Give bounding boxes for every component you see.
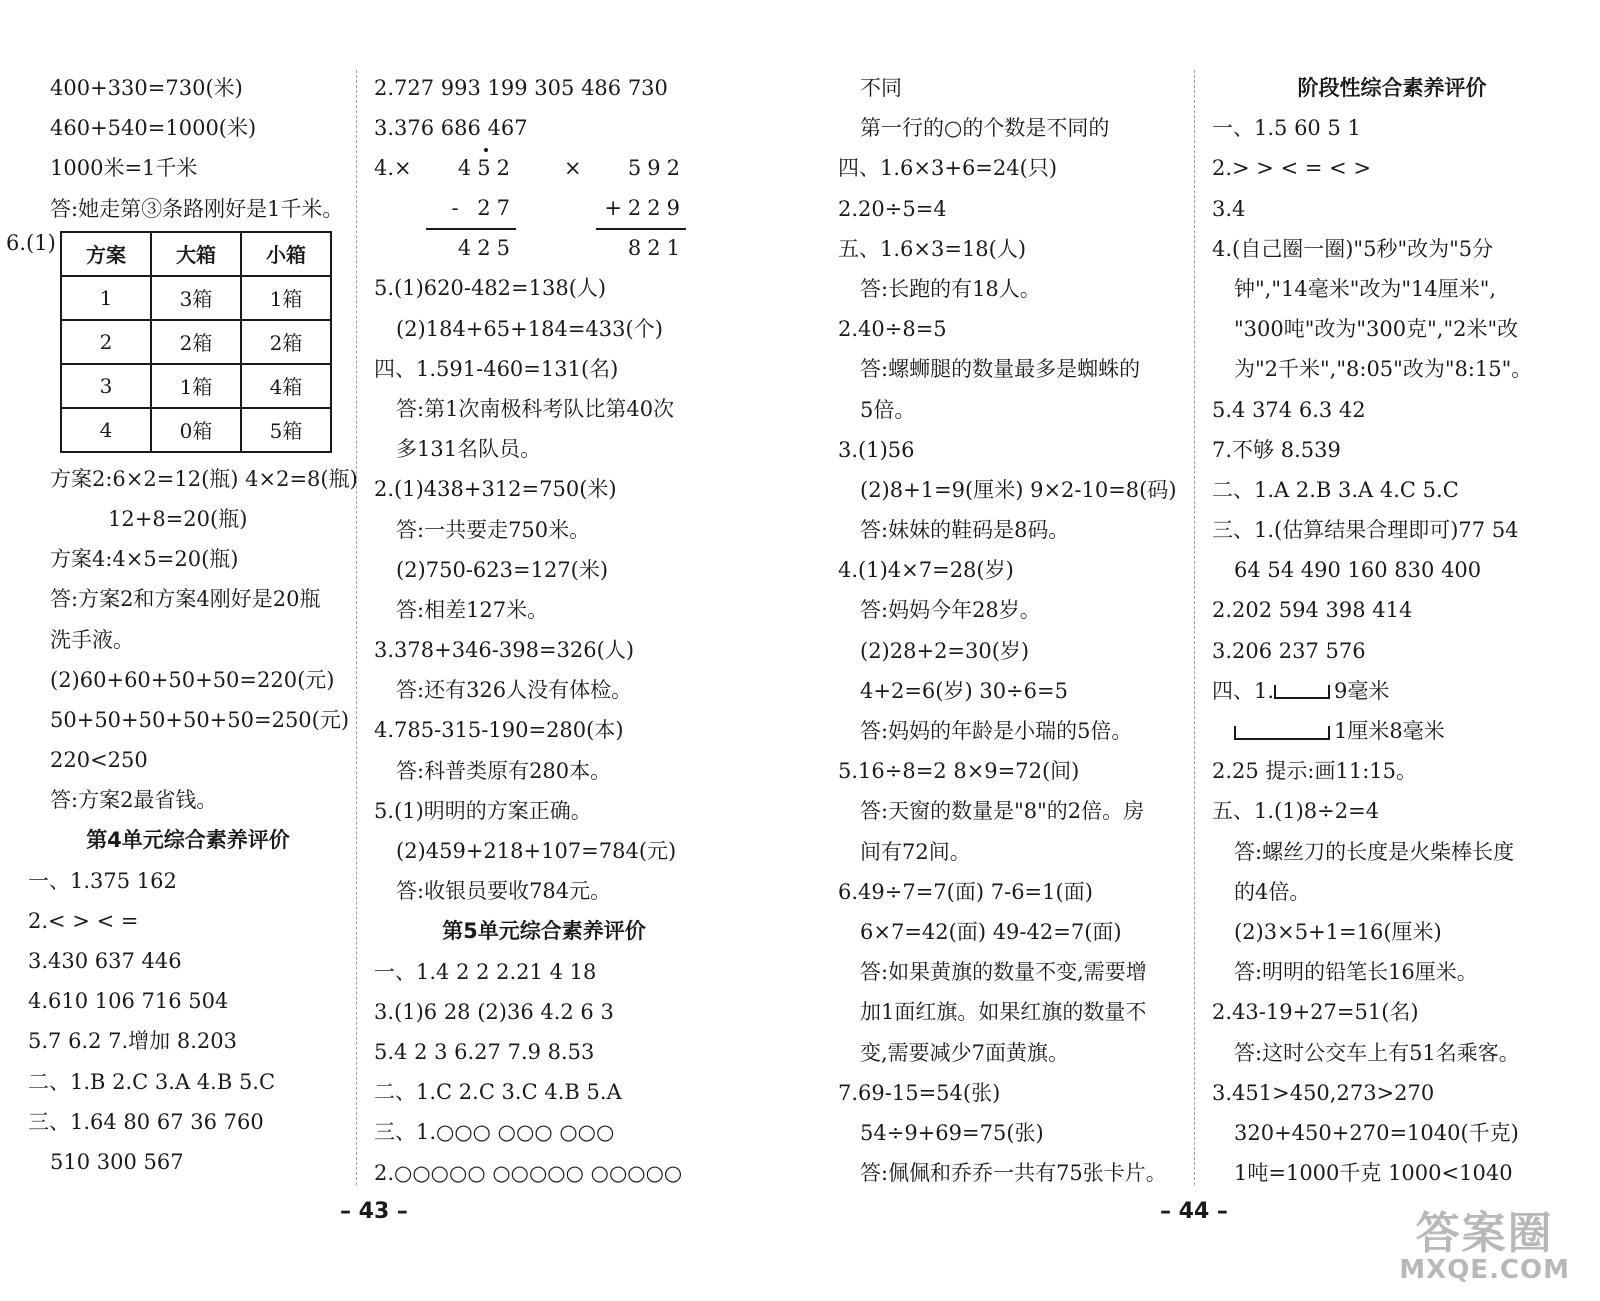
answer-line: 3.451>450,273>270 <box>1212 1080 1435 1105</box>
answer-line: 4.(自己圈一圈)"5秒"改为"5分 <box>1212 236 1494 261</box>
answer-line: 钟","14毫米"改为"14厘米", <box>1234 276 1497 301</box>
answer-line: 510 300 567 <box>50 1149 184 1174</box>
answer-line: 460+540=1000(米) <box>50 116 257 141</box>
answer-line <box>1212 671 1572 711</box>
plan-table-block <box>6 230 348 453</box>
page-number-right: – 44 – <box>1160 1199 1228 1224</box>
table-row <box>61 408 331 452</box>
section-heading: 第4单元综合素养评价 <box>86 828 290 853</box>
table-header: 大箱 <box>151 232 241 276</box>
answer-line: 2.20÷5=4 <box>838 196 947 221</box>
answer-line: 答:方案2最省钱。 <box>50 788 218 813</box>
answer-line: 答:收银员要收784元。 <box>396 879 612 904</box>
answer-line: 7.69-15=54(张) <box>838 1080 1001 1105</box>
answer-line: 变,需要减少7面黄旗。 <box>860 1040 1070 1065</box>
calc-mark: × <box>564 156 582 181</box>
calc-top: 452 <box>457 156 516 181</box>
calc-result: 821 <box>627 236 686 261</box>
answer-line: 加1面红旗。如果红旗的数量不 <box>860 1000 1147 1025</box>
answer-column-4 <box>1212 68 1572 1193</box>
table-row <box>61 364 331 408</box>
calc-top: 592 <box>627 156 686 181</box>
table-cell: 1 <box>61 276 151 320</box>
answer-column-2 <box>374 68 714 1193</box>
answer-line: 答:妈妈的年龄是小瑞的5倍。 <box>860 719 1133 743</box>
answer-line: 答:螺丝刀的长度是火柴棒长度 <box>1234 839 1515 864</box>
section-heading: 第5单元综合素养评价 <box>442 919 646 944</box>
column-divider-left <box>356 70 357 1185</box>
answer-line: 二、1.B 2.C 3.A 4.B 5.C <box>28 1069 276 1094</box>
answer-line: 5.(1)明明的方案正确。 <box>374 798 592 823</box>
answer-line: 4.(1)4×7=28(岁) <box>838 558 1014 583</box>
answer-line: 4.610 106 716 504 <box>28 989 229 1014</box>
answer-line: 7.不够 8.539 <box>1212 437 1341 462</box>
answer-line: 答:还有326人没有体检。 <box>396 678 633 703</box>
answer-line: (2)8+1=9(厘米) 9×2-10=8(码) <box>860 477 1177 502</box>
answer-line: 3.430 637 446 <box>28 949 182 973</box>
answer-line: 答:一共要走750米。 <box>396 517 591 542</box>
answer-line: (2)184+65+184=433(个) <box>396 316 663 341</box>
answer-line: 答:如果黄旗的数量不变,需要增 <box>860 960 1147 985</box>
answer-line: 5.16÷8=2 8×9=72(间) <box>838 759 1080 784</box>
question-number: 四、1. <box>1212 678 1275 703</box>
answer-line: 为"2千米","8:05"改为"8:15"。 <box>1234 357 1533 382</box>
answer-line: 答:妈妈今年28岁。 <box>860 598 1041 623</box>
table-header: 方案 <box>61 232 151 276</box>
answer-line: 第一行的○的个数是不同的 <box>860 116 1110 141</box>
answer-line: 2.25 提示:画11:15。 <box>1212 759 1418 784</box>
answer-line: (2)459+218+107=784(元) <box>396 839 677 863</box>
answer-line: 220<250 <box>50 748 148 773</box>
answer-line: 2.(1)438+312=750(米) <box>374 477 617 502</box>
page-number-left: – 43 – <box>340 1199 408 1224</box>
answer-line: 答:第1次南极科考队比第40次 <box>396 396 675 421</box>
answer-line: 3.206 237 576 <box>1212 638 1366 663</box>
table-cell: 1箱 <box>241 276 331 320</box>
segment-label: 1厘米8毫米 <box>1334 719 1445 743</box>
answer-line: 3.376 686 467 <box>374 116 528 141</box>
answer-line: 答:明明的铅笔长16厘米。 <box>1234 960 1478 985</box>
calc-left <box>426 148 516 268</box>
calc-bar <box>596 228 686 230</box>
answer-line: 五、1.(1)8÷2=4 <box>1212 799 1380 824</box>
answer-line: 4.785-315-190=280(本) <box>374 718 624 743</box>
answer-line: 多131名队员。 <box>396 437 542 462</box>
answer-line: 2.40÷8=5 <box>838 317 947 342</box>
table-cell: 2箱 <box>151 320 241 364</box>
answer-column-3 <box>838 68 1178 1193</box>
table-cell: 2 <box>61 320 151 364</box>
answer-line: 答:这时公交车上有51名乘客。 <box>1234 1040 1520 1065</box>
answer-line: 2.> > < = < > <box>1212 156 1371 181</box>
answer-line: 答:科普类原有280本。 <box>396 758 612 783</box>
calc-mark: 4.× <box>374 156 412 181</box>
answer-line: 4+2=6(岁) 30÷6=5 <box>860 678 1068 703</box>
answer-line: 方案4:4×5=20(瓶) <box>50 547 239 572</box>
answer-line: 四、1.591-460=131(名) <box>374 356 619 381</box>
answer-line: 四、1.6×3+6=24(只) <box>838 156 1058 181</box>
answer-line: 3.4 <box>1212 196 1246 221</box>
answer-line: 400+330=730(米) <box>50 76 243 100</box>
answer-line: 答:妹妹的鞋码是8码。 <box>860 518 1070 543</box>
vertical-calculation <box>374 148 714 268</box>
answer-column-1 <box>6 68 358 1182</box>
table-cell: 3 <box>61 364 151 408</box>
table-header: 小箱 <box>241 232 331 276</box>
answer-line: 2.43-19+27=51(名) <box>1212 1000 1419 1025</box>
table-cell: 2箱 <box>241 320 331 364</box>
answer-line: 2.727 993 199 305 486 730 <box>374 76 668 100</box>
answer-line: 3.(1)56 <box>838 437 915 462</box>
answer-line: 5.4 2 3 6.27 7.9 8.53 <box>374 1039 595 1064</box>
answer-line: 间有72间。 <box>860 839 971 864</box>
watermark-logo <box>1399 1208 1570 1285</box>
table-row <box>61 276 331 320</box>
line-segment-drawing <box>1234 726 1330 740</box>
answer-line: 答:佩佩和乔乔一共有75张卡片。 <box>860 1161 1167 1186</box>
answer-line: 三、1.○○○ ○○○ ○○○ <box>374 1120 615 1145</box>
line-segment-drawing <box>1274 685 1330 699</box>
table-cell: 1箱 <box>151 364 241 408</box>
answer-line: 6.49÷7=7(面) 7-6=1(面) <box>838 879 1093 904</box>
answer-line: 一、1.375 162 <box>28 868 177 893</box>
answer-line: 一、1.4 2 2 2.21 4 18 <box>374 959 597 984</box>
calc-bar <box>426 228 516 230</box>
answer-line: 5.(1)620-482=138(人) <box>374 276 607 301</box>
table-cell: 5箱 <box>241 408 331 452</box>
question-number: 6.(1) <box>6 230 56 255</box>
calc-result: 425 <box>457 236 516 261</box>
answer-line: 洗手液。 <box>50 627 134 652</box>
answer-line: "300吨"改为"300克","2米"改 <box>1234 317 1519 342</box>
answer-line: 12+8=20(瓶) <box>108 506 248 531</box>
answer-line: 5.7 6.2 7.增加 8.203 <box>28 1029 237 1054</box>
section-heading: 阶段性综合素养评价 <box>1297 76 1487 100</box>
answer-line <box>1212 711 1572 751</box>
table-cell: 3箱 <box>151 276 241 320</box>
watermark-text: 答案圈 <box>1415 1208 1554 1259</box>
answer-line: (2)60+60+50+50=220(元) <box>50 667 335 692</box>
answer-line: 答:她走第③条路刚好是1千米。 <box>50 196 344 221</box>
answer-line: 答:长跑的有18人。 <box>860 276 1041 301</box>
answer-line: 2.202 594 398 414 <box>1212 598 1413 623</box>
answer-line: 2.○○○○○ ○○○○○ ○○○○○ <box>374 1160 683 1185</box>
answer-line: 答:相差127米。 <box>396 597 549 622</box>
segment-label: 9毫米 <box>1334 678 1390 703</box>
watermark-url: MXQE.COM <box>1399 1255 1570 1285</box>
answer-line: 50+50+50+50+50=250(元) <box>50 707 350 732</box>
answer-line: 6×7=42(面) 49-42=7(面) <box>860 919 1122 944</box>
answer-line: 3.378+346-398=326(人) <box>374 638 635 663</box>
answer-line: 的4倍。 <box>1234 879 1311 904</box>
answer-line: 5.4 374 6.3 42 <box>1212 397 1366 422</box>
answer-line: (2)3×5+1=16(厘米) <box>1234 919 1442 944</box>
table-cell: 0箱 <box>151 408 241 452</box>
answer-line: 五、1.6×3=18(人) <box>838 236 1027 261</box>
answer-line: 一、1.5 60 5 1 <box>1212 116 1361 141</box>
answer-line: 不同 <box>860 76 902 100</box>
answer-line: 54÷9+69=75(张) <box>860 1120 1044 1145</box>
column-divider-right <box>1194 70 1195 1185</box>
answer-line: 二、1.A 2.B 3.A 4.C 5.C <box>1212 477 1459 502</box>
answer-line: 2.< > < = <box>28 908 139 933</box>
table-row <box>61 320 331 364</box>
answer-line: 答:天窗的数量是"8"的2倍。房 <box>860 799 1145 824</box>
plan-table <box>60 231 332 453</box>
answer-line: 64 54 490 160 830 400 <box>1234 558 1482 583</box>
answer-line: 三、1.(估算结果合理即可)77 54 <box>1212 518 1519 543</box>
answer-line: 320+450+270=1040(千克) <box>1234 1120 1519 1145</box>
answer-line: 3.(1)6 28 (2)36 4.2 6 3 <box>374 999 614 1024</box>
calc-right <box>596 148 686 268</box>
table-cell: 4箱 <box>241 364 331 408</box>
answer-line: 二、1.C 2.C 3.C 4.B 5.A <box>374 1080 622 1105</box>
calc-operand: +229 <box>604 196 686 221</box>
answer-line: 答:方案2和方案4刚好是20瓶 <box>50 587 321 612</box>
answer-line: 1吨=1000千克 1000<1040 <box>1234 1161 1513 1186</box>
answer-line: (2)750-623=127(米) <box>396 557 609 582</box>
table-cell: 4 <box>61 408 151 452</box>
answer-line: (2)28+2=30(岁) <box>860 638 1030 663</box>
answer-line: 5倍。 <box>860 397 916 422</box>
calc-operand: - 27 <box>451 196 516 221</box>
answer-line: 答:螺蛳腿的数量最多是蜘蛛的 <box>860 357 1141 382</box>
answer-line: 方案2:6×2=12(瓶) 4×2=8(瓶) <box>50 466 358 491</box>
answer-line: 1000米=1千米 <box>50 156 198 181</box>
answer-line: 三、1.64 80 67 36 760 <box>28 1109 264 1134</box>
